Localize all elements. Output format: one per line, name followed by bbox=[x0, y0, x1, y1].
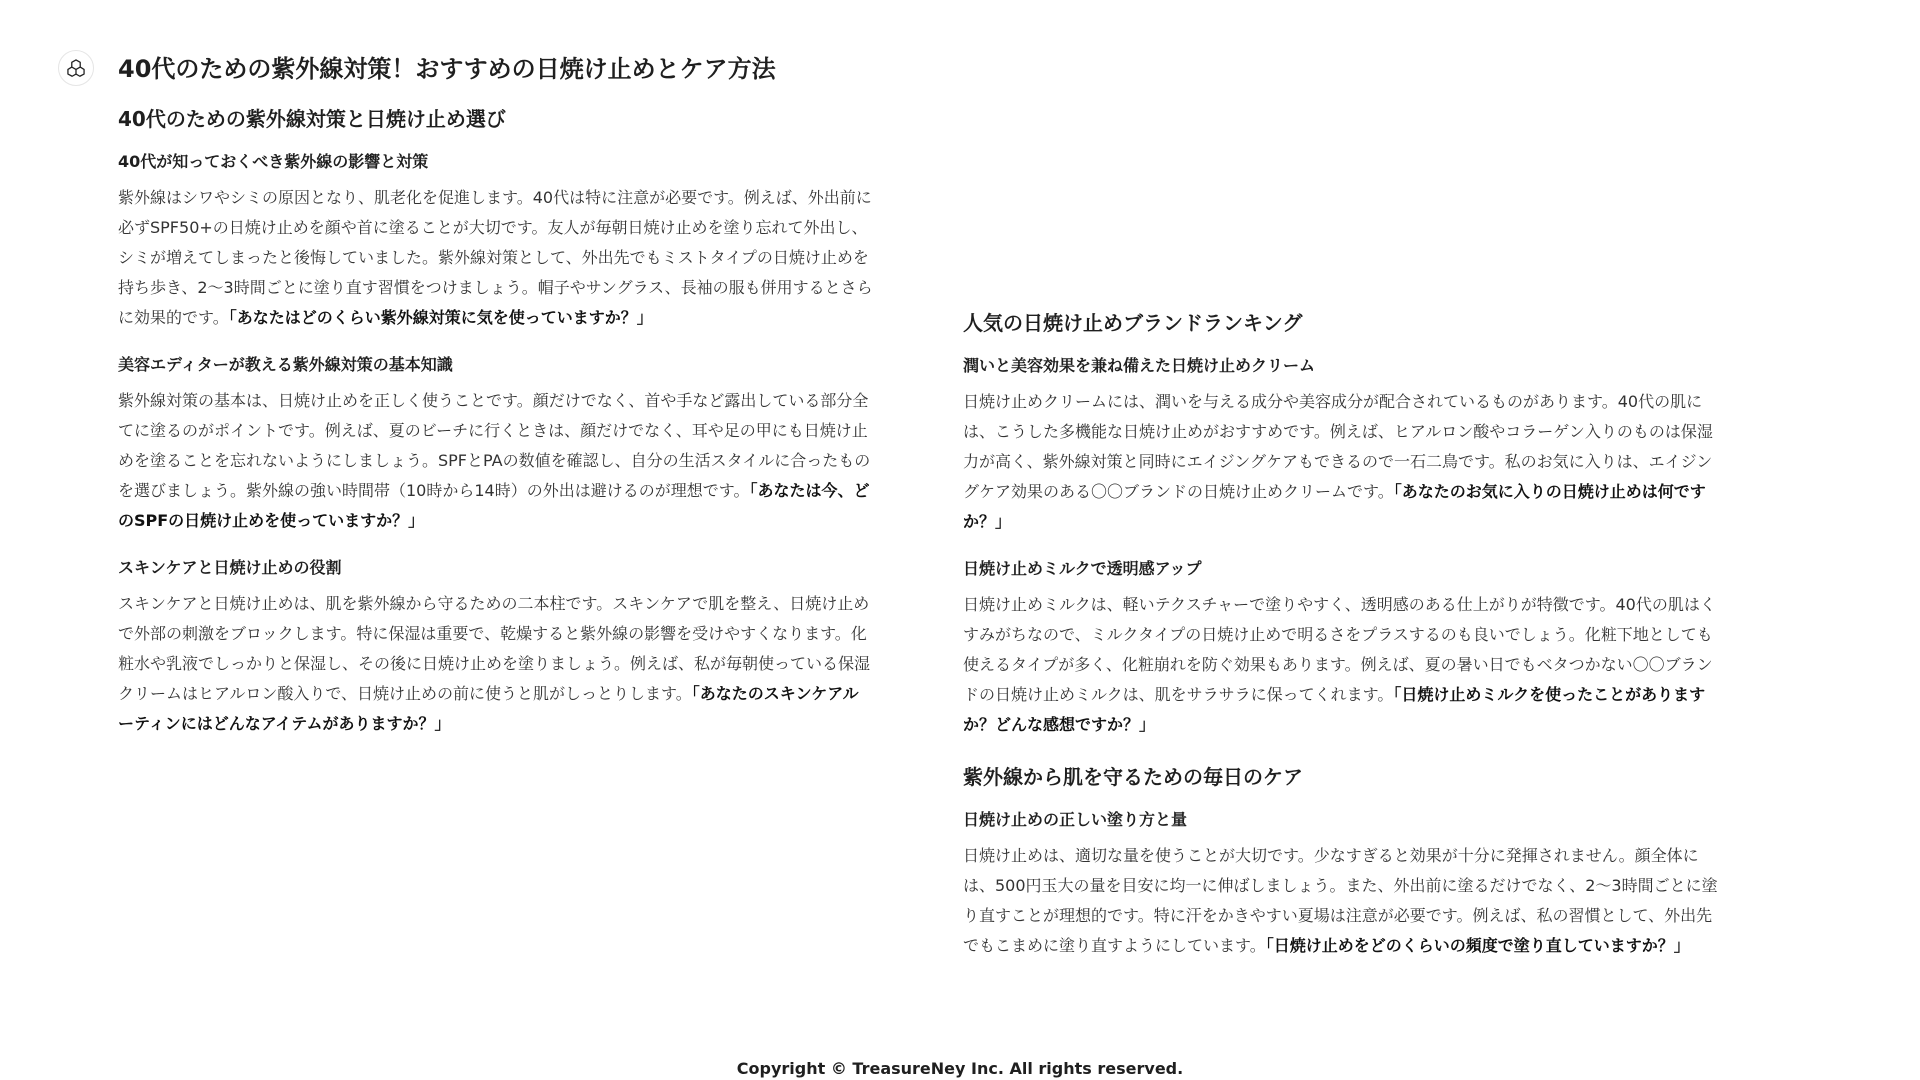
reader-question: 「あなたのお気に入りの日焼け止めは何ですか？」 bbox=[963, 482, 1706, 531]
paragraph bbox=[963, 590, 1718, 740]
subsection-title: 日焼け止めミルクで透明感アップ bbox=[963, 559, 1202, 578]
reader-question: 「日焼け止めをどのくらいの頻度で塗り直していますか？」 bbox=[1265, 936, 1690, 955]
subsection-title: 日焼け止めの正しい塗り方と量 bbox=[963, 810, 1188, 829]
reader-question: 「日焼け止めミルクを使ったことがありますか？どんな感想ですか？」 bbox=[963, 685, 1706, 734]
right-column bbox=[963, 308, 1718, 961]
copyright-footer: Copyright © TreasureNey Inc. All rights reserved. bbox=[736, 1059, 1184, 1078]
paragraph-text: 紫外線はシワやシミの原因となり、肌老化を促進します。40代は特に注意が必要です。例えば、外出前に必ずSPF50+の日焼け止めを顔や首に塗ることが大切です。友人が毎朝日焼け止めを塗り忘れて外出し、シミが増えてしまったと後悔していました。紫外線対策として、外出先でもミストタイプの日焼け止めを持ち歩き、2〜3時間ごとに塗り直す習慣をつけましょう。帽子やサングラス、長袖の服も併用するとさらに効果的です。 bbox=[118, 188, 873, 327]
paragraph-text: 日焼け止めは、適切な量を使うことが大切です。少なすぎると効果が十分に発揮されません。顔全体には、500円玉大の量を目安に均一に伸ばしましょう。また、外出前に塗るだけでなく、2〜3時間ごとに塗り直すことが理想的です。特に汗をかきやすい夏場は注意が必要です。例えば、私の習慣として、外出先でもこまめに塗り直すようにしています。 bbox=[963, 846, 1718, 955]
subsection-title: 美容エディターが教える紫外線対策の基本知識 bbox=[118, 355, 453, 374]
paragraph bbox=[118, 589, 873, 739]
paragraph bbox=[118, 386, 873, 536]
subsection-title: 40代が知っておくべき紫外線の影響と対策 bbox=[118, 152, 429, 171]
paragraph-text: 日焼け止めミルクは、軽いテクスチャーで塗りやすく、透明感のある仕上がりが特徴です。40代の肌はくすみがちなので、ミルクタイプの日焼け止めで明るさをプラスするのも良いでしょう。化粧下地としても使えるタイプが多く、化粧崩れを防ぐ効果もあります。例えば、夏の暑い日でもベタつかない〇〇ブランドの日焼け止めミルクは、肌をサラサラに保ってくれます。 bbox=[963, 595, 1716, 704]
openai-logo-icon bbox=[58, 50, 94, 86]
paragraph bbox=[118, 183, 873, 333]
section-title: 40代のための紫外線対策と日焼け止め選び bbox=[118, 107, 506, 131]
reader-question: 「あなたのスキンケアルーティンにはどんなアイテムがありますか？」 bbox=[118, 684, 859, 733]
subsection-title: スキンケアと日焼け止めの役割 bbox=[118, 558, 342, 577]
paragraph-text: スキンケアと日焼け止めは、肌を紫外線から守るための二本柱です。スキンケアで肌を整え、日焼け止めで外部の刺激をブロックします。特に保湿は重要で、乾燥すると紫外線の影響を受けやすくなります。化粧水や乳液でしっかりと保湿し、その後に日焼け止めを塗りましょう。例えば、私が毎朝使っている保湿クリームはヒアルロン酸入りで、日焼け止めの前に使うと肌がしっとりします。 bbox=[118, 594, 871, 703]
paragraph bbox=[963, 387, 1718, 537]
section-title: 紫外線から肌を守るための毎日のケア bbox=[963, 765, 1303, 789]
reader-question: 「あなたは今、どのSPFの日焼け止めを使っていますか？」 bbox=[118, 481, 870, 530]
page-title: 40代のための紫外線対策！おすすめの日焼け止めとケア方法 bbox=[118, 55, 776, 83]
paragraph bbox=[963, 841, 1718, 961]
subsection-title: 潤いと美容効果を兼ね備えた日焼け止めクリーム bbox=[963, 356, 1316, 375]
left-column bbox=[118, 104, 873, 739]
paragraph-text: 日焼け止めクリームには、潤いを与える成分や美容成分が配合されているものがあります。40代の肌には、こうした多機能な日焼け止めがおすすめです。例えば、ヒアルロン酸やコラーゲン入りのものは保湿力が高く、紫外線対策と同時にエイジングケアもできるので一石二鳥です。私のお気に入りは、エイジングケア効果のある〇〇ブランドの日焼け止めクリームです。 bbox=[963, 392, 1713, 501]
paragraph-text: 紫外線対策の基本は、日焼け止めを正しく使うことです。顔だけでなく、首や手など露出している部分全てに塗るのがポイントです。例えば、夏のビーチに行くときは、顔だけでなく、耳や足の甲にも日焼け止めを塗ることを忘れないようにしましょう。SPFとPAの数値を確認し、自分の生活スタイルに合ったものを選びましょう。紫外線の強い時間帯（10時から14時）の外出は避けるのが理想です。 bbox=[118, 391, 871, 500]
section-title: 人気の日焼け止めブランドランキング bbox=[963, 311, 1303, 335]
reader-question: 「あなたはどのくらい紫外線対策に気を使っていますか？」 bbox=[228, 308, 653, 327]
